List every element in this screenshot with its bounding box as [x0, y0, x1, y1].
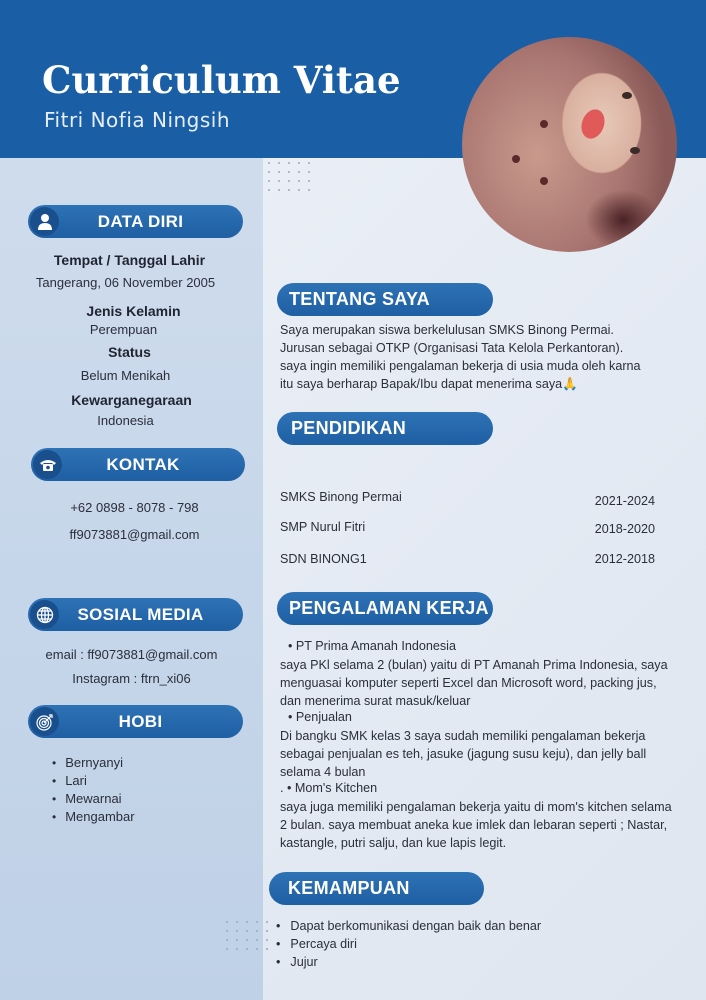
hobi-heading: HOBI: [28, 705, 243, 738]
pendidikan-heading: PENDIDIKAN: [277, 412, 493, 445]
about-text: [280, 321, 700, 393]
profile-photo: [462, 37, 677, 252]
job-description: Di bangku SMK kelas 3 saya sudah memiliki pengalaman bekerja sebagai penjualan es teh, jasuke (jagung susu keju), dan jelly ball selama 4 bulan: [280, 729, 647, 779]
sosial-media-heading: SOSIAL MEDIA: [28, 598, 243, 631]
list-item: • Mewarnai: [52, 790, 135, 808]
citizenship-label: Kewarganegaraan: [71, 392, 192, 408]
data-diri-heading: DATA DIRI: [28, 205, 243, 238]
phone-number: +62 0898 - 8078 - 798: [70, 500, 199, 515]
tentang-saya-heading: TENTANG SAYA: [277, 283, 493, 316]
job-description: saya juga memiliki pengalaman bekerja yaitu di mom's kitchen selama 2 bulan. saya membuat aneka kue imlek dan lebaran seperti ; Nastar, kastangle, putri salju, dan kue lapis legit.: [280, 800, 672, 850]
school-years: 2012-2018: [594, 552, 655, 566]
education-row: [280, 490, 655, 508]
job-title: • PT Prima Amanah Indonesia: [288, 639, 456, 653]
education-row: [280, 520, 655, 536]
birth-value: Tangerang, 06 November 2005: [35, 275, 216, 290]
school-name: SDN BINONG1: [280, 552, 367, 566]
decorative-dots: [268, 162, 310, 191]
globe-icon: [30, 600, 59, 629]
job-title: • Penjualan: [288, 710, 352, 724]
hobi-list: [52, 754, 135, 826]
gender-label: Jenis Kelamin: [86, 303, 181, 319]
list-item: • Dapat berkomunikasi dengan baik dan benar: [276, 917, 541, 935]
list-item: • Percaya diri: [276, 935, 541, 953]
user-icon: [30, 207, 59, 236]
status-label: Status: [108, 344, 151, 360]
page-title: Curriculum Vitae: [42, 58, 401, 102]
school-name: SMKS Binong Permai: [280, 490, 402, 504]
school-years: 2018-2020: [594, 522, 655, 536]
about-line: Saya merupakan siswa berkelulusan SMKS Binong Permai.: [280, 323, 614, 337]
about-line: saya ingin memiliki pengalaman bekerja di usia muda oleh karna: [280, 359, 641, 373]
school-name: SMP Nurul Fitri: [280, 520, 366, 534]
kontak-heading: KONTAK: [31, 448, 245, 481]
job-description: saya PKl selama 2 (bulan) yaitu di PT Amanah Prima Indonesia, saya menguasai komputer seperti Excel dan Microsoft word, packing jus, dan menerima surat masuk/keluar: [280, 658, 668, 708]
school-years: 2021-2024: [594, 494, 655, 508]
list-item: • Lari: [52, 772, 135, 790]
decorative-dots: [226, 921, 268, 950]
status-value: Belum Menikah: [80, 368, 171, 383]
pengalaman-heading: PENGALAMAN KERJA: [277, 592, 493, 625]
gender-value: Perempuan: [89, 322, 158, 337]
birth-label: Tempat / Tanggal Lahir: [53, 252, 206, 268]
skills-list: [276, 917, 541, 971]
list-item: • Mengambar: [52, 808, 135, 826]
about-line: itu saya berharap Bapak/Ibu dapat menerima saya🙏: [280, 377, 578, 391]
social-email: email : ff9073881@gmail.com: [45, 647, 218, 662]
social-instagram: Instagram : ftrn_xi06: [72, 671, 191, 686]
list-item: • Bernyanyi: [52, 754, 135, 772]
person-name: Fitri Nofia Ningsih: [44, 108, 231, 132]
education-row: [280, 552, 655, 566]
kemampuan-heading: KEMAMPUAN: [269, 872, 484, 905]
job-title: . • Mom's Kitchen: [280, 781, 378, 795]
target-icon: [30, 707, 59, 736]
about-line: Jurusan sebagai OTKP (Organisasi Tata Kelola Perkantoran).: [280, 341, 624, 355]
contact-email: ff9073881@gmail.com: [69, 527, 200, 542]
citizenship-value: Indonesia: [97, 413, 154, 428]
telephone-icon: [33, 450, 62, 479]
list-item: • Jujur: [276, 953, 541, 971]
